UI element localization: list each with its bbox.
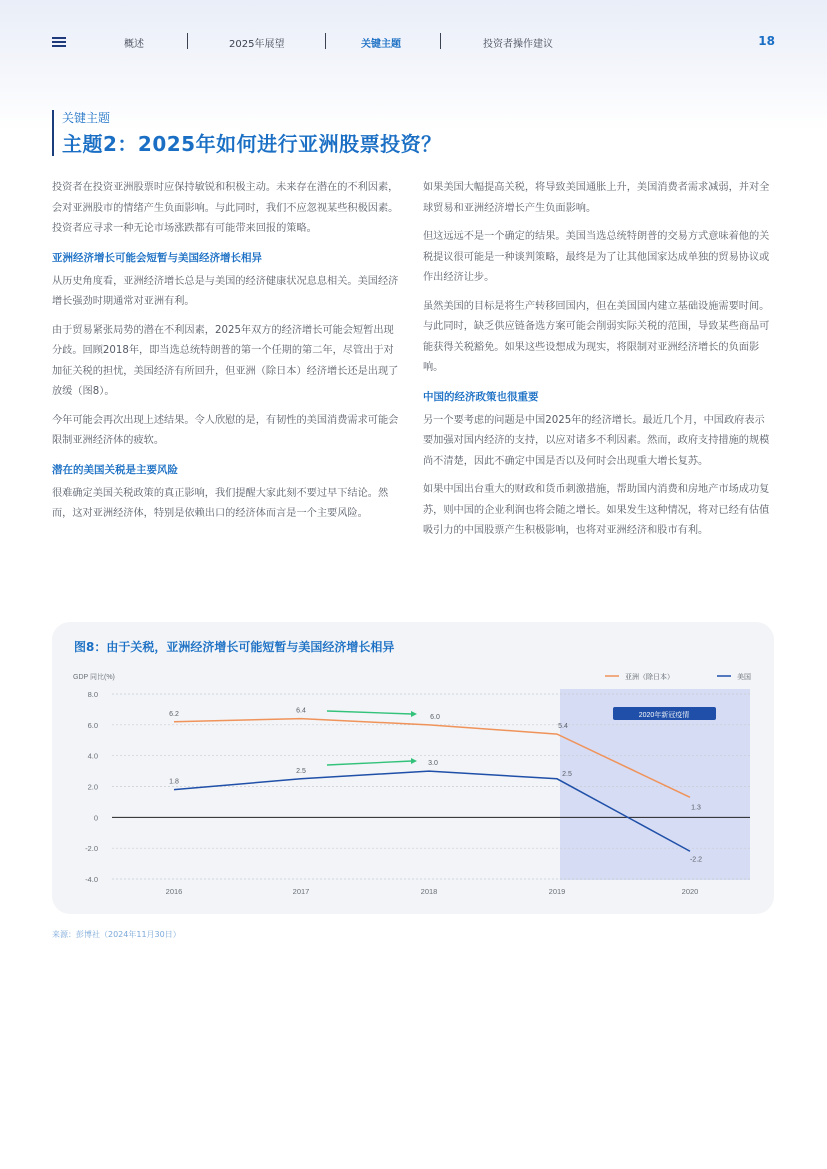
x-tick-label: 2018 (420, 887, 438, 896)
y-tick-label: 2.0 (87, 782, 98, 792)
nav-item-outlook[interactable]: 2025年展望 (229, 39, 285, 50)
trend-arrow-head (411, 758, 417, 764)
nav-divider (187, 33, 188, 49)
data-label: 1.8 (169, 778, 179, 786)
gdp-line-chart (52, 660, 774, 910)
legend-label: 亚洲（除日本） (625, 674, 674, 681)
paragraph: 如果美国大幅提高关税，将导致美国通胀上升，美国消费者需求减弱，并对全球贸易和亚洲经济增长产生负面影响。 (423, 182, 770, 214)
right-column (423, 178, 773, 550)
y-axis-label: GDP 同比(%) (73, 674, 115, 681)
paragraph: 虽然美国的目标是将生产转移回国内，但在美国国内建立基础设施需要时间。与此同时，缺乏供应链备选方案可能会削弱实际关税的范围，导致某些商品可能获得关税豁免。如果这些设想成为现实，将限制对亚洲经济增长的负面影响。 (423, 300, 770, 373)
chart-title: 图8：由于关税，亚洲经济增长可能短暂与美国经济增长相异 (74, 640, 395, 654)
x-tick-label: 2020 (681, 887, 699, 896)
data-label: 6.2 (169, 710, 179, 718)
subheading: 中国的经济政策也很重要 (423, 390, 539, 403)
x-tick-label: 2017 (292, 887, 310, 896)
paragraph: 另一个要考虑的问题是中国2025年的经济增长。最近几个月，中国政府表示要加强对国内经济的支持，以应对诸多不利因素。然而，政府支持措施的规模尚不清楚，因此不确定中国是否以及何时会出现重大增长复苏。 (423, 414, 770, 467)
y-tick-label: 4.0 (87, 751, 98, 761)
x-tick-label: 2016 (165, 887, 183, 896)
paragraph: 投资者在投资亚洲股票时应保持敏锐和积极主动。未来存在潜在的不利因素，会对亚洲股市的情绪产生负面影响。与此同时，我们不应忽视某些积极因素。投资者应寻求一种无论市场涨跌都有可能带来回报的策略。 (52, 182, 399, 234)
legend-label: 美国 (737, 674, 751, 681)
nav-divider (440, 33, 441, 49)
y-tick-label: 0 (93, 813, 98, 823)
y-tick-label: -2.0 (85, 844, 98, 854)
trend-arrow-head (411, 711, 417, 717)
y-tick-label: 6.0 (87, 720, 98, 730)
subheading: 亚洲经济增长可能会短暂与美国经济增长相异 (52, 251, 262, 264)
paragraph: 从历史角度看，亚洲经济增长总是与美国的经济健康状况息息相关。美国经济增长强劲时期通常对亚洲有利。 (52, 275, 399, 307)
y-tick-label: -4.0 (85, 875, 98, 884)
section-label: 关键主题 (62, 111, 111, 125)
nav-divider (325, 33, 326, 49)
page-number: 18 (758, 34, 775, 48)
subheading: 潜在的美国关税是主要风险 (52, 463, 178, 476)
paragraph: 由于贸易紧张局势的潜在不利因素，2025年双方的经济增长可能会短暂出现分歧。回顾2018年，即当选总统特朗普的第一个任期的第二年，尽管出于对加征关税的担忧，美国经济有所回升，但亚洲（除日本）经济增长还是出现了放缓（图8）。 (52, 324, 399, 397)
paragraph: 但这远远不是一个确定的结果。美国当选总统特朗普的交易方式意味着他的关税提议很可能是一种谈判策略，最终是为了让其他国家达成单独的贸易协议或作出经济让步。 (423, 231, 770, 283)
data-label: 3.0 (428, 760, 438, 768)
trend-arrow (327, 761, 412, 765)
top-nav (0, 0, 827, 80)
data-label: 6.0 (430, 713, 440, 721)
menu-icon[interactable] (52, 37, 66, 47)
data-label: 1.3 (691, 804, 701, 812)
paragraph: 今年可能会再次出现上述结果。令人欣慰的是，有韧性的美国消费需求可能会限制亚洲经济体的疲软。 (52, 414, 399, 446)
section-accent-bar (52, 110, 54, 156)
left-column (52, 178, 402, 533)
nav-item-investor-actions[interactable]: 投资者操作建议 (483, 39, 553, 50)
nav-item-key-themes[interactable]: 关键主题 (361, 39, 401, 50)
trend-arrow (327, 711, 412, 714)
data-label: 5.4 (558, 723, 568, 731)
data-label: 6.4 (296, 707, 306, 715)
data-label: 2.5 (296, 767, 306, 775)
paragraph: 如果中国出台重大的财政和货币刺激措施，帮助国内消费和房地产市场成功复苏，则中国的企业利润也将会随之增长。如果发生这种情况，将对已经有估值吸引力的中国股票产生积极影响，也将对亚洲经济和股市有利。 (423, 484, 770, 536)
nav-item-overview[interactable]: 概述 (124, 39, 144, 50)
paragraph: 很难确定美国关税政策的真正影响，我们提醒大家此刻不要过早下结论。然而，这对亚洲经济体，特别是依赖出口的经济体而言是一个主要风险。 (52, 487, 389, 519)
y-tick-label: 8.0 (87, 690, 98, 699)
source-note: 来源：彭博社（2024年11月30日） (52, 930, 181, 939)
page-title: 主题2：2025年如何进行亚洲股票投资？ (62, 132, 442, 156)
data-label: 2.5 (562, 770, 572, 778)
annotation-label: 2020年新冠疫情 (638, 712, 690, 719)
data-label: -2.2 (689, 856, 703, 864)
x-tick-label: 2019 (548, 887, 566, 896)
